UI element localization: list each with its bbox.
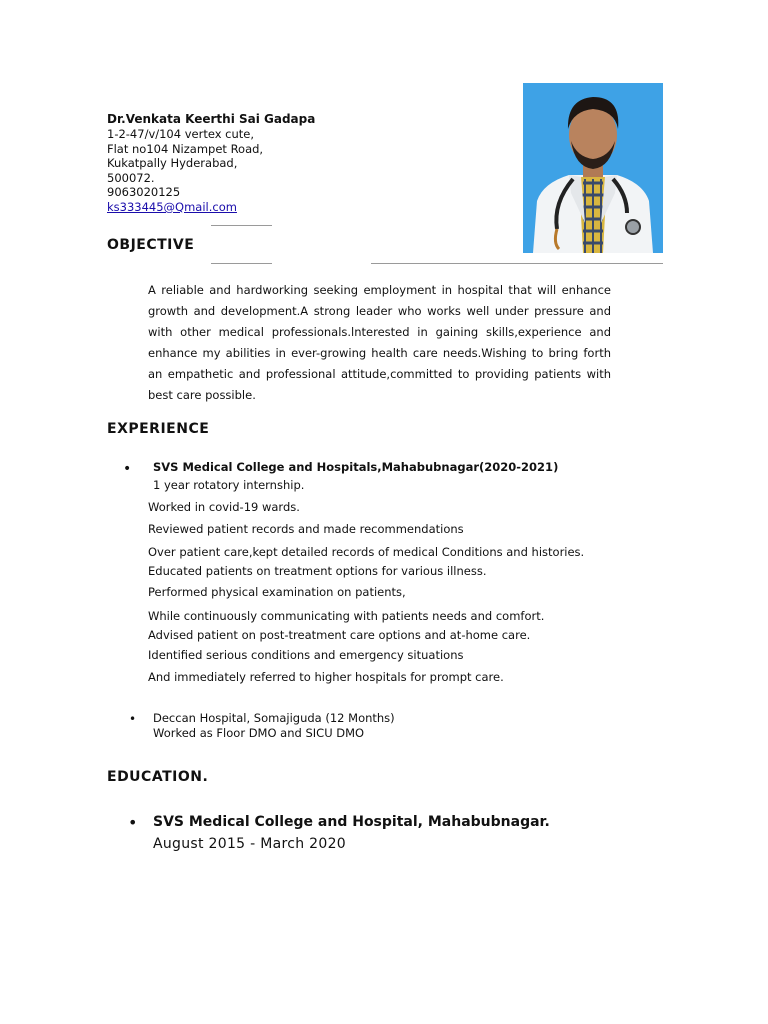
job-line: Educated patients on treatment options for various illness. (148, 564, 487, 578)
objective-heading: OBJECTIVE (107, 237, 195, 253)
job-line: Reviewed patient records and made recommendations (148, 522, 464, 536)
profile-photo (523, 83, 663, 253)
job-line: Advised patient on post-treatment care options and at-home care. (148, 628, 531, 642)
phone-number: 9063020125 (107, 185, 181, 200)
job-line: Over patient care,kept detailed records of medical Conditions and histories. (148, 545, 585, 559)
divider-short-bottom (211, 263, 272, 264)
bullet-icon: • (123, 461, 132, 477)
doctor-portrait-image (523, 83, 663, 253)
job-line: Performed physical examination on patients, (148, 585, 406, 599)
candidate-name: Dr.Venkata Keerthi Sai Gadapa (107, 112, 316, 126)
address-line-1: 1-2-47/v/104 vertex cute, (107, 127, 255, 141)
job-line: Identified serious conditions and emergency situations (148, 648, 464, 662)
job-line: Worked in covid-19 wards. (148, 500, 300, 514)
bullet-icon: • (129, 712, 137, 726)
job-line: 1 year rotatory internship. (153, 478, 305, 492)
job-title-deccan: Deccan Hospital, Somajiguda (12 Months) (153, 711, 395, 725)
job-title-svs: SVS Medical College and Hospitals,Mahabubnagar(2020-2021) (153, 460, 559, 474)
education-heading: EDUCATION. (107, 769, 209, 785)
address-line-2: Flat no104 Nizampet Road, (107, 141, 264, 156)
address-line-4: 500072. (107, 170, 155, 185)
email-link[interactable]: ks333445@Qmail.com (107, 199, 237, 214)
address-line-3: Kukatpally Hyderabad, (107, 156, 238, 171)
bullet-icon: • (128, 813, 138, 832)
divider-short-top (211, 225, 272, 226)
job-line: And immediately referred to higher hospitals for prompt care. (148, 670, 504, 684)
job-line: While continuously communicating with patients needs and comfort. (148, 609, 545, 623)
experience-heading: EXPERIENCE (107, 421, 210, 437)
contact-block (107, 127, 263, 215)
education-school: SVS Medical College and Hospital, Mahabubnagar. (153, 814, 550, 830)
job-line: Worked as Floor DMO and SICU DMO (153, 726, 365, 740)
divider-long (371, 263, 663, 264)
objective-text: A reliable and hardworking seeking employment in hospital that will enhance growth and development.A strong leader who works well under pressure and with other medical professionals.lnterested in gaining skills,experience and enhance my abilities in ever-growing health care needs.Wishing to bring forth an empathetic and professional attitude,committed to providing patients with best care possible. (148, 283, 611, 402)
education-dates: August 2015 - March 2020 (153, 836, 346, 852)
